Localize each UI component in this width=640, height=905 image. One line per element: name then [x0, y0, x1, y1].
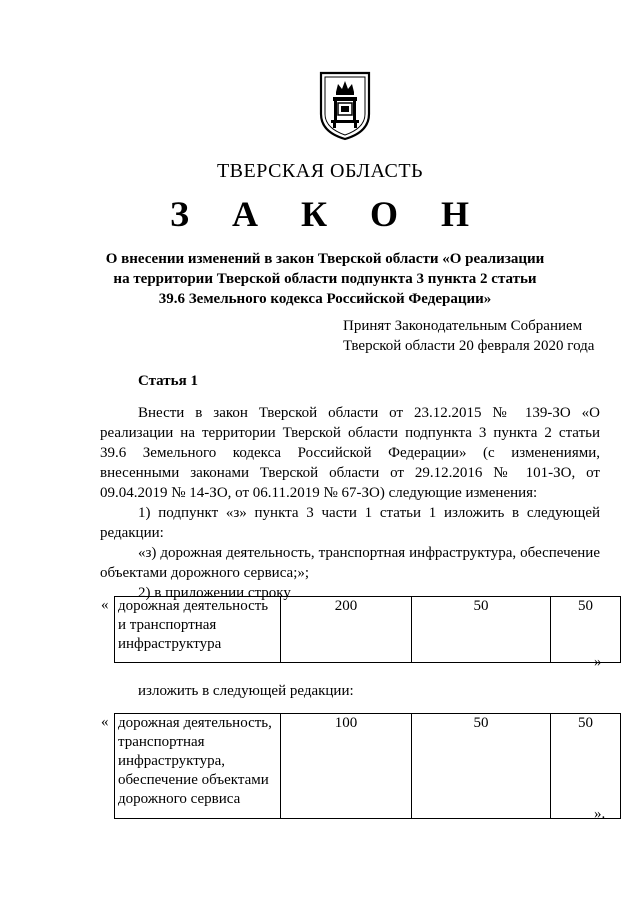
table-old-col3-cell: 50 — [412, 597, 551, 663]
article-item-1-text: «з) дорожная деятельность, транспортная инфраструктура, обеспечение объектами дорожного сервиса;»; — [100, 545, 600, 581]
table-old-col4-cell: 50 — [551, 597, 621, 663]
table-old-close-quote: » — [594, 654, 602, 670]
redaction-instruction: изложить в следующей редакции: — [138, 683, 354, 699]
adoption-note — [343, 316, 594, 356]
table-old-row — [114, 596, 621, 663]
table-new-open-quote: « — [101, 714, 109, 730]
table-new-row — [114, 713, 621, 819]
article-heading: Статья 1 — [138, 373, 198, 389]
article-main-paragraph: Внести в закон Тверской области от 23.12.2015 № 139-ЗО «О реализации на территории Тверской области подпункта 3 пункта 2 статьи 39.6 Земельного кодекса Российской Федерации» (с изменениями, внесенными законами Тверской области от 29.12.2016 № 101-ЗО, от 09.04.2019 № 14-ЗО, от 06.11.2019 № 67-ЗО) следующие изменения: — [100, 405, 600, 501]
table-new-col2-cell: 100 — [281, 714, 412, 819]
adoption-line-2: Тверской области 20 февраля 2020 года — [343, 338, 595, 354]
adoption-line-1: Принят Законодательным Собранием — [343, 318, 583, 334]
table-new-col3-cell: 50 — [412, 714, 551, 819]
region-name: ТВЕРСКАЯ ОБЛАСТЬ — [216, 160, 424, 182]
table-old-name-cell: дорожная деятельность и транспортная инфраструктура — [115, 597, 281, 663]
table-new-close-quote: ». — [594, 806, 606, 822]
tver-coat-of-arms-icon — [318, 70, 372, 142]
table-row — [115, 714, 621, 819]
table-new-name-cell: дорожная деятельность, транспортная инфраструктура, обеспечение объектами дорожного сервиса — [115, 714, 281, 819]
document-type-title: З А К О Н — [169, 194, 487, 234]
table-row — [115, 597, 621, 663]
table-old-open-quote: « — [101, 597, 109, 613]
article-item-1: 1) подпункт «з» пункта 3 части 1 статьи 1 изложить в следующей редакции: — [100, 505, 600, 541]
article-item-2: 2) в приложении строку — [138, 585, 291, 601]
law-subject-heading: О внесении изменений в закон Тверской области «О реализации на территории Тверской области подпункта 3 пункта 2 статьи 39.6 Земельного кодекса Российской Федерации» — [105, 251, 545, 307]
article-body — [100, 403, 600, 603]
table-old-col2-cell: 200 — [281, 597, 412, 663]
table-new-col4-cell: 50 — [551, 714, 621, 819]
